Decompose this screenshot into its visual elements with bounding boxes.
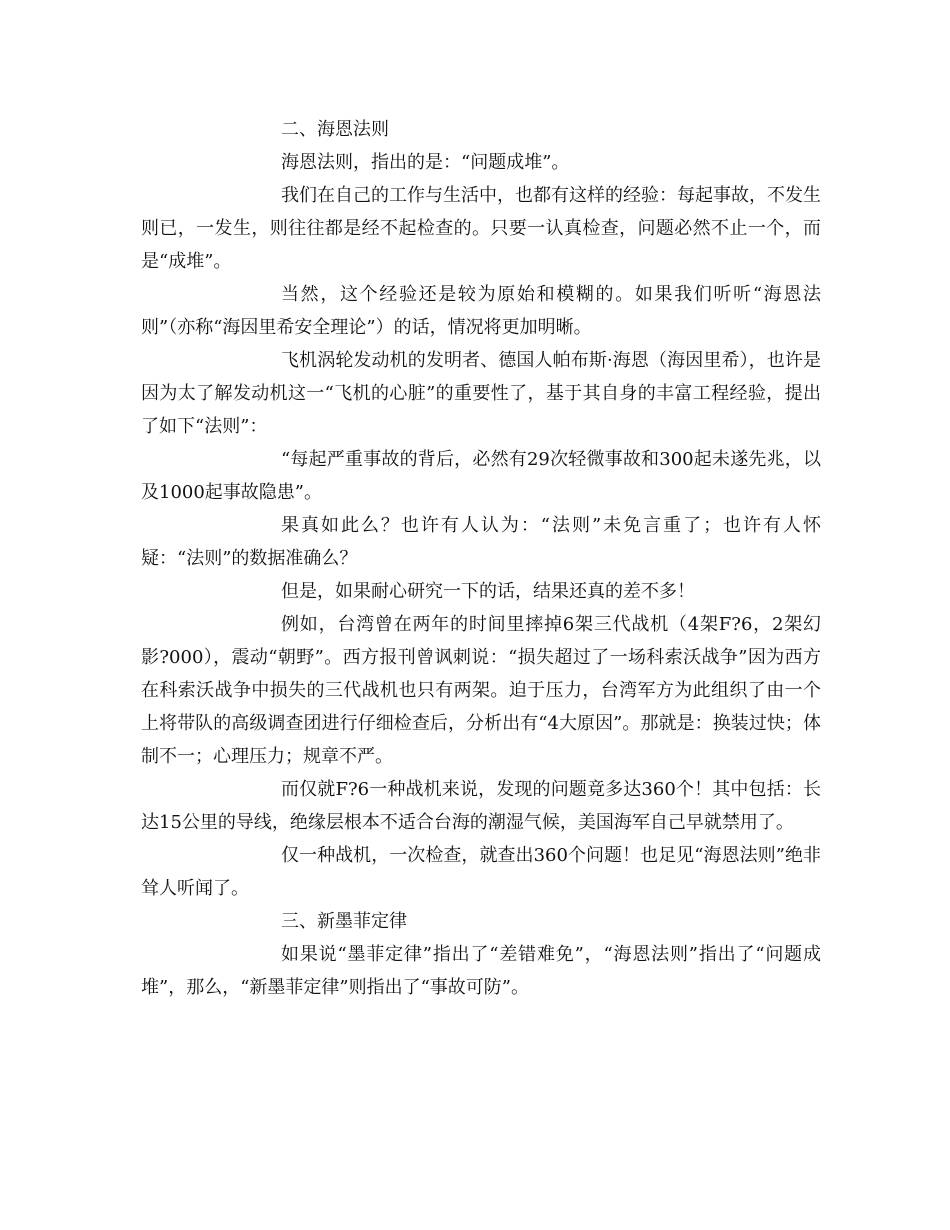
paragraph: 飞机涡轮发动机的发明者、德国人帕布斯·海恩（海因里希），也许是因为太了解发动机这一“飞机的心脏”的重要性了，基于其自身的丰富工程经验，提出了如下“法则”： <box>141 350 821 437</box>
paragraph: 例如，台湾曾在两年的时间里摔掉6架三代战机（4架F?6，2架幻影?000），震动“朝野”。西方报刊曾讽刺说：“损失超过了一场科索沃战争”因为西方在科索沃战争中损失的三代战机也只有两架。迫于压力，台湾军方为此组织了由一个上将带队的高级调查团进行仔细检查后，分析出有“4大原因”。那就是：换装过快；体制不一；心理压力；规章不严。 <box>141 614 821 767</box>
document-body <box>141 113 821 1004</box>
paragraph: 海恩法则，指出的是：“问题成堆”。 <box>281 152 570 173</box>
paragraph: 当然，这个经验还是较为原始和模糊的。如果我们听听“海恩法则”（亦称“海因里希安全理论”）的话，情况将更加明晰。 <box>141 284 821 338</box>
quote-paragraph: “每起严重事故的背后，必然有29次轻微事故和300起未遂先兆，以及1000起事故隐患”。 <box>141 449 821 503</box>
section-heading-hein-law: 二、海恩法则 <box>281 119 389 140</box>
paragraph: 仅一种战机，一次检查，就查出360个问题！也足见“海恩法则”绝非耸人听闻了。 <box>141 845 821 899</box>
paragraph: 果真如此么？也许有人认为：“法则”未免言重了；也许有人怀疑：“法则”的数据准确么？ <box>141 515 821 569</box>
paragraph: 我们在自己的工作与生活中，也都有这样的经验：每起事故，不发生则已，一发生，则往往都是经不起检查的。只要一认真检查，问题必然不止一个，而是“成堆”。 <box>141 185 821 272</box>
section-heading-new-murphy-law: 三、新墨菲定律 <box>281 911 407 932</box>
paragraph: 但是，如果耐心研究一下的话，结果还真的差不多！ <box>281 581 695 602</box>
paragraph: 而仅就F?6一种战机来说，发现的问题竟多达360个！其中包括：长达15公里的导线，绝缘层根本不适合台海的潮湿气候，美国海军自己早就禁用了。 <box>141 779 821 833</box>
paragraph: 如果说“墨菲定律”指出了“差错难免”，“海恩法则”指出了“问题成堆”，那么，“新墨菲定律”则指出了“事故可防”。 <box>141 944 821 998</box>
